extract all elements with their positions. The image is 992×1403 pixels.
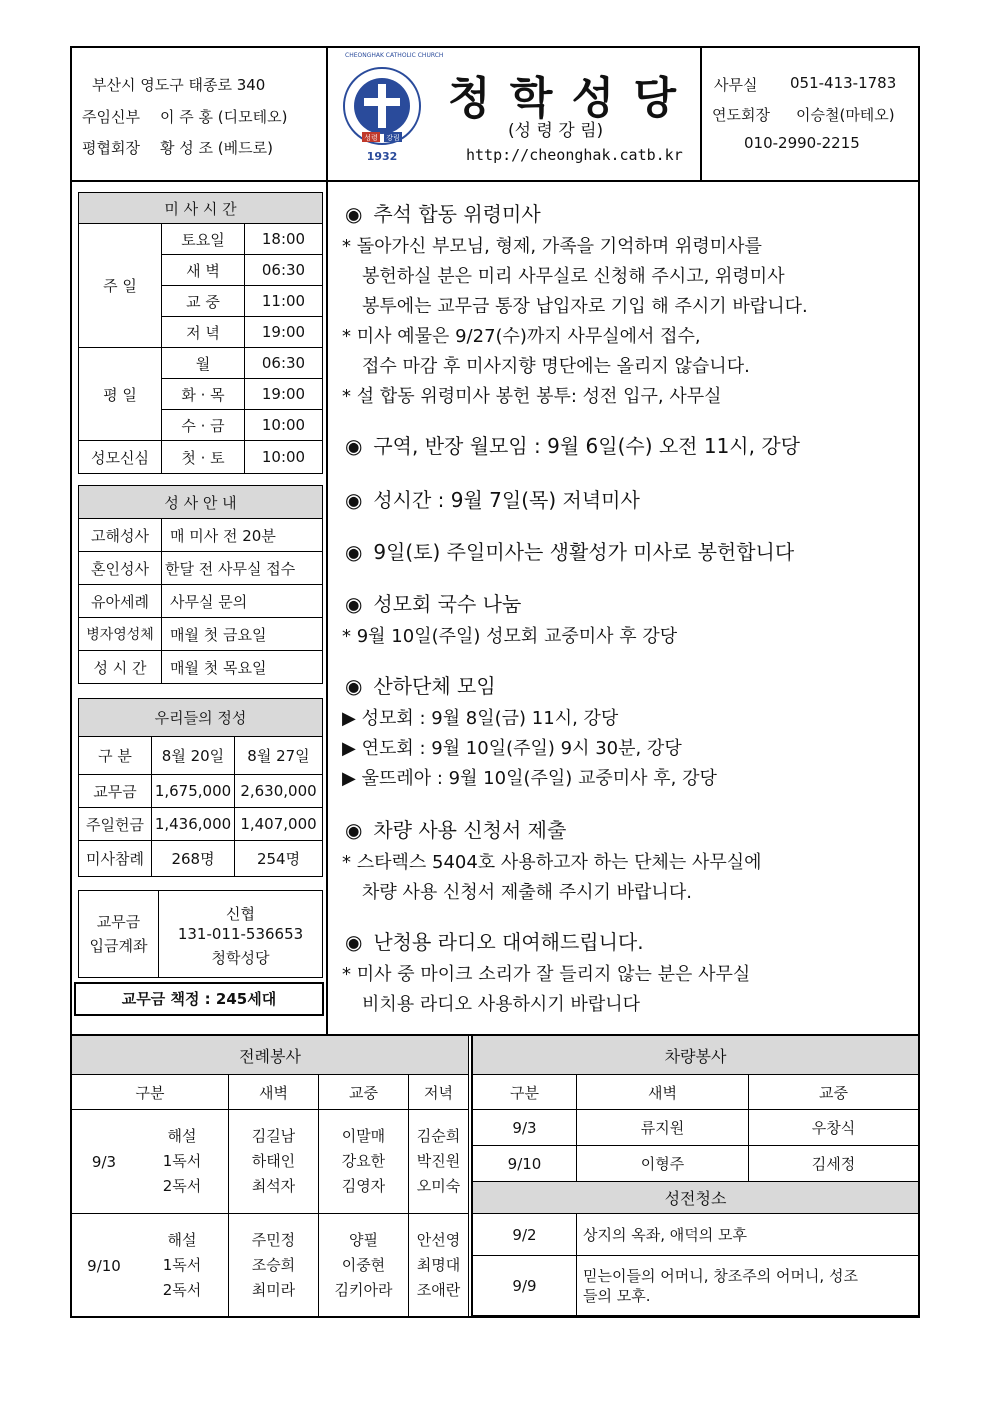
offering-label: 주일헌금 [79,808,152,841]
church-logo [332,54,432,166]
notice-title: ◉ 성모회 국수 나눔 [345,592,522,616]
notice-title: ◉ 난청용 라디오 대여해드립니다. [345,930,644,954]
church-name: 청 학 성 당 [448,73,678,124]
notice-line: 접수 마감 후 미사지향 명단에는 올리지 않습니다. [362,356,750,377]
account-bank: 신협 [226,905,255,923]
mass-time: 11:00 [245,286,323,317]
offerings-head-date: 8월 27일 [235,737,323,775]
sacrament-name: 혼인성사 [79,552,162,585]
notice-line: 봉헌하실 분은 미리 사무실로 신청해 주시고, 위령미사 [362,266,785,287]
sacrament-info: 매 미사 전 20분 [162,519,323,552]
liturgy-col-head: 새벽 [228,1075,318,1110]
offerings-head-label: 구 분 [79,737,152,775]
left-column-divider [326,180,328,1035]
notice-title: ◉ 성시간 : 9월 7일(목) 저녁미사 [345,488,640,512]
sacrament-info: 매월 첫 금요일 [162,618,323,651]
cleaning-groups: 믿는이들의 어머니, 창조주의 어머니, 성조들의 모후. [577,1256,919,1316]
notice-title: ◉ 9일(토) 주일미사는 생활성가 미사로 봉헌합니다 [345,540,795,564]
mass-times-title: 미 사 시 간 [79,193,323,224]
liturgy-roles: 해설 1독서 2독서 [136,1110,228,1214]
vehicle-dawn: 이형주 [577,1146,749,1182]
liturgy-dawn-servers: 김길남 하태인 최석자 [228,1110,318,1214]
vehicle-col-head: 새벽 [577,1075,749,1110]
cleaning-title: 성전청소 [473,1182,919,1214]
offering-value: 254명 [235,841,323,877]
account-holder: 청학성당 [211,949,270,967]
mass-day: 화 · 목 [162,379,245,410]
header-bottom-line [70,180,920,182]
sacrament-name: 병자영성체 [79,618,162,651]
mass-day: 첫 · 토 [162,441,245,474]
mass-time: 10:00 [245,441,323,474]
header-divider-2 [700,46,702,181]
mass-time: 18:00 [245,224,323,255]
church-url[interactable]: http://cheonghak.catb.kr [466,146,683,164]
youth-label: 연도회장 [712,106,770,124]
sacrament-name: 고해성사 [79,519,162,552]
vehicle-date: 9/3 [473,1110,577,1146]
vehicle-col-head: 구분 [473,1075,577,1110]
offering-value: 1,407,000 [235,808,323,841]
liturgy-col-head: 구분 [72,1075,229,1110]
target-bullet-icon: ◉ [345,592,363,616]
notice-title: ◉ 구역, 반장 월모임 : 9월 6일(수) 오전 11시, 강당 [345,434,800,458]
sacrament-info: 한달 전 사무실 접수 [162,552,323,585]
pastor-name: 이 주 홍 (디모테오) [160,108,288,126]
vehicle-main: 김세정 [749,1146,919,1182]
liturgy-roles: 해설 1독서 2독서 [136,1214,228,1318]
notice-line: * 설 합동 위령미사 봉헌 봉투: 성전 입구, 사무실 [342,386,722,407]
svg-text:강림: 강림 [386,134,400,142]
pastor-label: 주임신부 [82,108,140,126]
notice-line: 비치용 라디오 사용하시기 바랍니다 [362,994,640,1015]
svg-text:성령: 성령 [364,134,378,142]
liturgy-table [71,1035,469,1318]
offering-value: 1,436,000 [152,808,235,841]
liturgy-title: 전례봉사 [72,1036,469,1075]
liturgy-col-head: 교중 [318,1075,408,1110]
notice-title: ◉ 산하단체 모임 [345,674,496,698]
notice-line: * 스타렉스 5404호 사용하고자 하는 단체는 사무실에 [342,852,762,873]
notice-line: * 미사 중 마이크 소리가 잘 들리지 않는 분은 사무실 [342,964,751,985]
notice-line: 봉투에는 교무금 통장 납입자로 기입 해 주시기 바랍니다. [362,296,808,317]
target-bullet-icon: ◉ [345,540,363,564]
council-label: 평협회장 [82,139,140,157]
vehicle-dawn: 류지원 [577,1110,749,1146]
youth-name: 이승철(마테오) [796,106,895,124]
vehicle-date: 9/10 [473,1146,577,1182]
vehicle-col-head: 교중 [749,1075,919,1110]
notice-title: ◉ 추석 합동 위령미사 [345,202,541,226]
target-bullet-icon: ◉ [345,674,363,698]
notice-line: * 9월 10일(주일) 성모회 교중미사 후 강당 [342,626,678,647]
account-label-2: 입금계좌 [89,937,148,955]
target-bullet-icon: ◉ [345,930,363,954]
offering-label: 미사참례 [79,841,152,877]
offering-value: 268명 [152,841,235,877]
mass-time: 19:00 [245,317,323,348]
cleaning-date: 9/9 [473,1256,577,1316]
logo-arc-text: CHEONGHAK CATHOLIC CHURCH [345,52,444,59]
council-name: 황 성 조 (베드로) [160,139,273,157]
mass-times-table [78,192,323,474]
notice-line: 차량 사용 신청서 제출해 주시기 바랍니다. [362,882,692,903]
mass-time: 19:00 [245,379,323,410]
notice-line: ▶ 울뜨레아 : 9월 10일(주일) 교중미사 후, 강당 [342,768,717,789]
mass-time: 06:30 [245,348,323,379]
mass-time: 10:00 [245,410,323,441]
sacrament-info: 사무실 문의 [162,585,323,618]
account-label-1: 교무금 [96,913,141,931]
sacrament-name: 성 시 간 [79,651,162,684]
mass-day: 저 녁 [162,317,245,348]
account-number: 131-011-536653 [177,925,304,943]
notice-line: * 돌아가신 부모님, 형제, 가족을 기억하며 위령미사를 [342,236,762,257]
dues-box: 교무금 책정 : 245세대 [74,982,324,1016]
sunday-label: 주 일 [79,224,162,348]
office-phone: 051-413-1783 [790,74,897,92]
svg-text:1932: 1932 [366,150,398,163]
target-bullet-icon: ◉ [345,818,363,842]
offerings-table [78,698,323,877]
marian-label: 성모신심 [79,441,162,474]
notice-title: ◉ 차량 사용 신청서 제출 [345,818,567,842]
liturgy-date: 9/3 [72,1110,137,1214]
sacraments-title: 성 사 안 내 [79,486,323,519]
mass-time: 06:30 [245,255,323,286]
account-box [78,890,323,978]
mass-day: 새 벽 [162,255,245,286]
liturgy-main-servers: 양필 이중현 김키아라 [318,1214,408,1318]
offerings-title: 우리들의 정성 [79,699,323,737]
notice-line: ▶ 연도회 : 9월 10일(주일) 9시 30분, 강당 [342,738,682,759]
notice-line: ▶ 성모회 : 9월 8일(금) 11시, 강당 [342,708,619,729]
weekday-label: 평 일 [79,348,162,441]
offering-label: 교무금 [79,775,152,808]
vehicle-table [472,1035,919,1316]
church-subtitle: (성 령 강 림) [508,121,604,141]
vehicle-main: 우창식 [749,1110,919,1146]
liturgy-dawn-servers: 주민정 조승희 최미라 [228,1214,318,1318]
liturgy-evening-servers: 김순희 박진원 오미숙 [408,1110,468,1214]
target-bullet-icon: ◉ [345,434,363,458]
offering-value: 1,675,000 [152,775,235,808]
liturgy-col-head: 저녁 [408,1075,468,1110]
liturgy-evening-servers: 안선영 최명대 조애란 [408,1214,468,1318]
offering-value: 2,630,000 [235,775,323,808]
liturgy-date: 9/10 [72,1214,137,1318]
mass-day: 수 · 금 [162,410,245,441]
vehicle-title: 차량봉사 [473,1036,919,1075]
youth-phone: 010-2990-2215 [744,134,860,152]
church-address: 부산시 영도구 태종로 340 [92,76,266,94]
liturgy-main-servers: 이말매 강요한 김영자 [318,1110,408,1214]
target-bullet-icon: ◉ [345,202,363,226]
sacrament-info: 매월 첫 목요일 [162,651,323,684]
mass-day: 월 [162,348,245,379]
mass-day: 토요일 [162,224,245,255]
notice-line: * 미사 예물은 9/27(수)까지 사무실에서 접수, [342,326,701,347]
sacrament-name: 유아세례 [79,585,162,618]
target-bullet-icon: ◉ [345,488,363,512]
cleaning-groups: 상지의 옥좌, 애덕의 모후 [577,1214,919,1256]
sacraments-table [78,485,323,684]
mass-day: 교 중 [162,286,245,317]
header-divider-1 [326,46,328,181]
office-label: 사무실 [714,76,758,94]
offerings-head-date: 8월 20일 [152,737,235,775]
cleaning-date: 9/2 [473,1214,577,1256]
